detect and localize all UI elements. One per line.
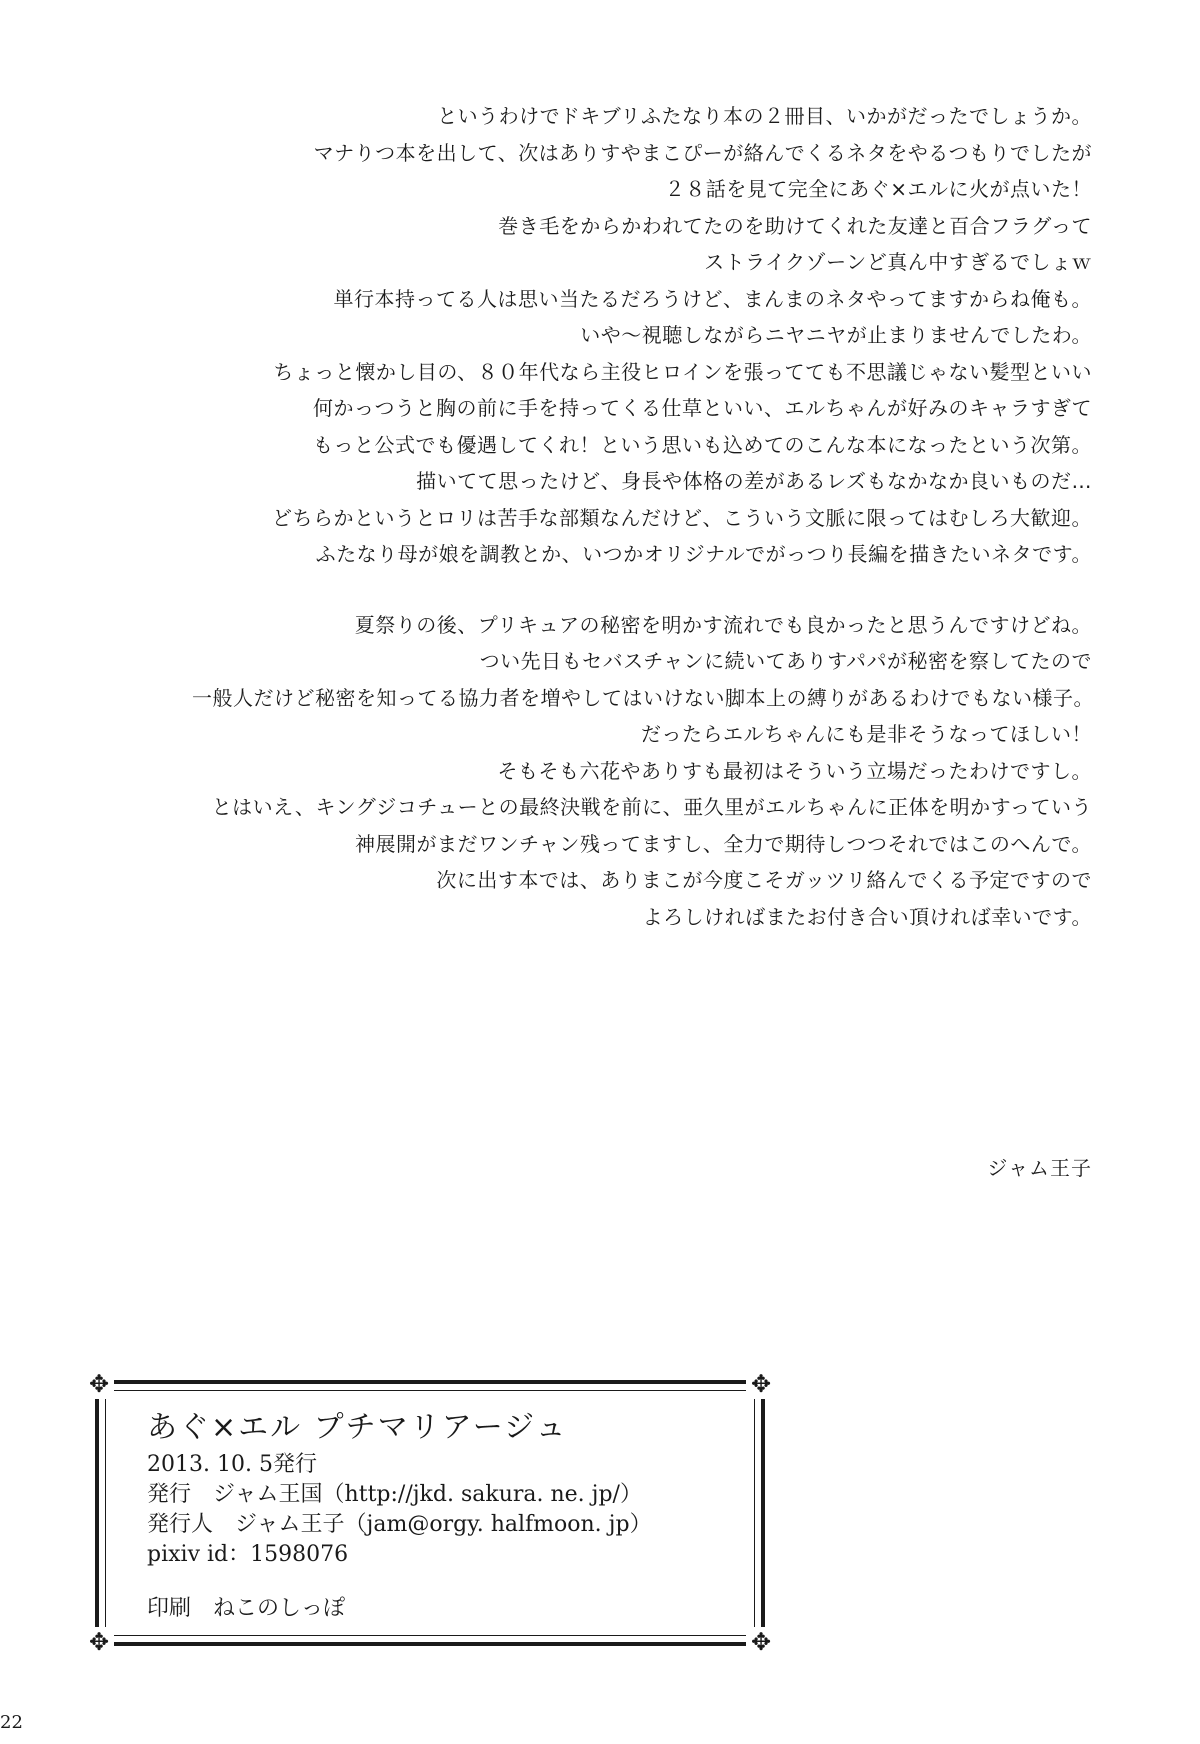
corner-ornament-icon: ✥ — [84, 1369, 114, 1399]
afterword-line: よろしければまたお付き合い頂ければ幸いです。 — [642, 904, 1092, 929]
book-title: あぐ×エル プチマリアージュ — [147, 1410, 568, 1445]
corner-ornament-icon: ✥ — [746, 1369, 776, 1399]
afterword-line: だったらエルちゃんにも是非そうなってほしい！ — [641, 722, 1092, 746]
afterword-line: 次に出す本では、ありまこが今度こそガッツリ絡んでくる予定ですので — [436, 868, 1092, 892]
afterword-line: つい先日もセバスチャンに続いてありすパパが秘密を察してたので — [479, 649, 1092, 673]
printer: 印刷 ねこのしっぽ — [147, 1596, 346, 1621]
pixiv-id: pixiv id：1598076 — [147, 1542, 349, 1567]
afterword-line: ちょっと懐かし目の、８０年代なら主役ヒロインを張ってても不思議じゃない髪型といい — [273, 359, 1092, 384]
afterword — [192, 98, 1092, 935]
afterword-line: もっと公式でも優遇してくれ！という思いも込めてのこんな本になったという次第。 — [313, 432, 1092, 457]
colophon-content — [147, 1406, 741, 1624]
publisher-person: 発行人 ジャム王子（jam@orgy. halfmoon. jp） — [147, 1512, 652, 1537]
afterword-line: とはいえ、キングジコチューとの最終決戦を前に、亜久里がエルちゃんに正体を明かすっていう — [211, 795, 1092, 819]
corner-ornament-icon: ✥ — [746, 1627, 776, 1657]
publisher: 発行 ジャム王国（http://jkd. sakura. ne. jp/） — [147, 1482, 642, 1507]
afterword-line: ストライクゾーンど真ん中すぎるでしょｗ — [704, 250, 1092, 274]
afterword-line: というわけでドキブリふたなり本の２冊目、いかがだったでしょうか。 — [437, 104, 1092, 128]
afterword-line: 単行本持ってる人は思い当たるだろうけど、まんまのネタやってますからね俺も。 — [333, 286, 1092, 311]
afterword-line: 描いてて思ったけど、身長や体格の差があるレズもなかなか良いものだ… — [416, 469, 1092, 493]
colophon-box — [88, 1370, 772, 1656]
afterword-line: 巻き毛をからかわれてたのを助けてくれた友達と百合フラグって — [498, 213, 1092, 238]
afterword-line: 何かっつうと胸の前に手を持ってくる仕草といい、エルちゃんが好みのキャラすぎて — [313, 396, 1092, 420]
afterword-line: どちらかというとロリは苦手な部類なんだけど、こういう文脈に限ってはむしろ大歓迎。 — [272, 505, 1092, 530]
afterword-line: マナりつ本を出して、次はありすやまこぴーが絡んでくるネタをやるつもりでしたが — [313, 140, 1092, 165]
author-signature: ジャム王子 — [987, 1156, 1092, 1180]
afterword-line: ２８話を見て完全にあぐ×エルに火が点いた！ — [664, 177, 1092, 201]
publication-date: 2013. 10. 5発行 — [147, 1452, 317, 1477]
afterword-line: 神展開がまだワンチャン残ってますし、全力で期待しつつそれではこのへんで。 — [355, 831, 1092, 856]
afterword-line: 一般人だけど秘密を知ってる協力者を増やしてはいけない脚本上の縛りがあるわけでもない様子。 — [192, 685, 1094, 710]
afterword-line: 夏祭りの後、プリキュアの秘密を明かす流れでも良かったと思うんですけどね。 — [354, 612, 1092, 637]
afterword-line: いや～視聴しながらニヤニヤが止まりませんでしたわ。 — [580, 323, 1092, 347]
afterword-line: ふたなり母が娘を調教とか、いつかオリジナルでがっつり長編を描きたいネタです。 — [315, 542, 1092, 566]
corner-ornament-icon: ✥ — [84, 1627, 114, 1657]
paragraph-gap — [192, 573, 1092, 607]
page-number: 22 — [0, 1712, 23, 1733]
afterword-line: そもそも六花やありすも最初はそういう立場だったわけですし。 — [497, 758, 1092, 783]
